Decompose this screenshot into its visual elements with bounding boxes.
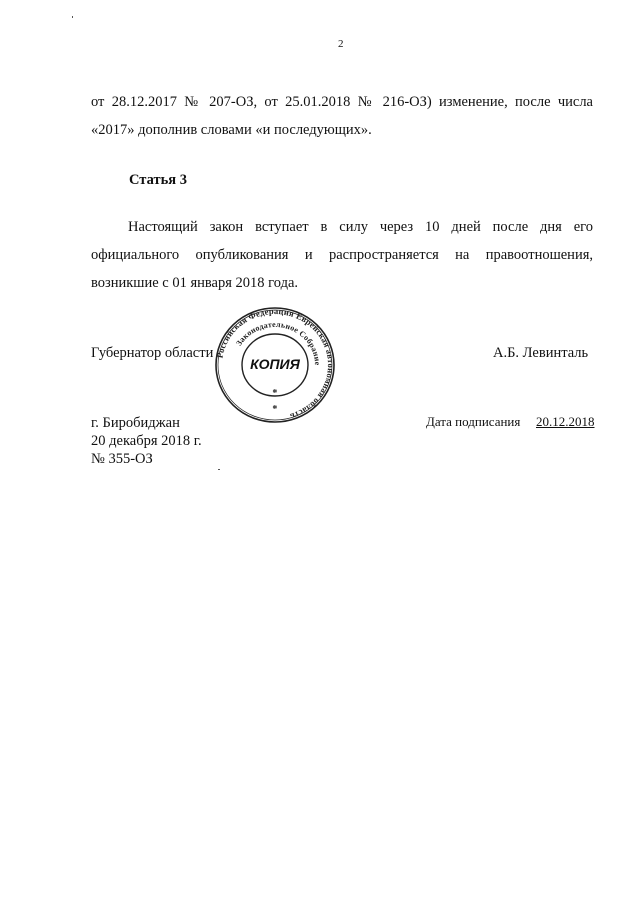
seal-outer-text: Российская Федерация Еврейская автономная область: [214, 306, 336, 422]
signature-name: А.Б. Левинталь: [493, 345, 589, 361]
footer-date: 20 декабря 2018 г.: [91, 433, 202, 449]
article-line-2: официального опубликования и распространяется на правоотношения,: [91, 247, 593, 263]
seal-inner-text: Законодательное Собрание: [234, 319, 323, 366]
signature-position: Губернатор области: [91, 345, 214, 361]
seal-star-top: *: [272, 388, 278, 399]
article-line-3: возникшие с 01 января 2018 года.: [91, 275, 299, 291]
article-line-1: Настоящий закон вступает в силу через 10 дней после дня его: [128, 219, 593, 235]
page-number: 2: [338, 38, 344, 50]
amendment-line-2: «2017» дополнив словами «и последующих».: [91, 122, 372, 138]
footer-number: № 355-ОЗ: [91, 451, 153, 467]
signing-date-value: 20.12.2018: [536, 414, 595, 429]
scan-speck: [218, 469, 220, 470]
article-heading: Статья 3: [129, 172, 187, 188]
amendment-line-1: от 28.12.2017 № 207-ОЗ, от 25.01.2018 № 216-ОЗ) изменение, после числа: [91, 94, 593, 110]
signing-date-label: Дата подписания: [426, 414, 521, 429]
official-seal: [214, 306, 336, 424]
scan-speck: [72, 16, 73, 18]
seal-star-bottom: *: [272, 404, 278, 415]
footer-city: г. Биробиджан: [91, 415, 180, 431]
seal-center-text: КОПИЯ: [250, 356, 300, 372]
